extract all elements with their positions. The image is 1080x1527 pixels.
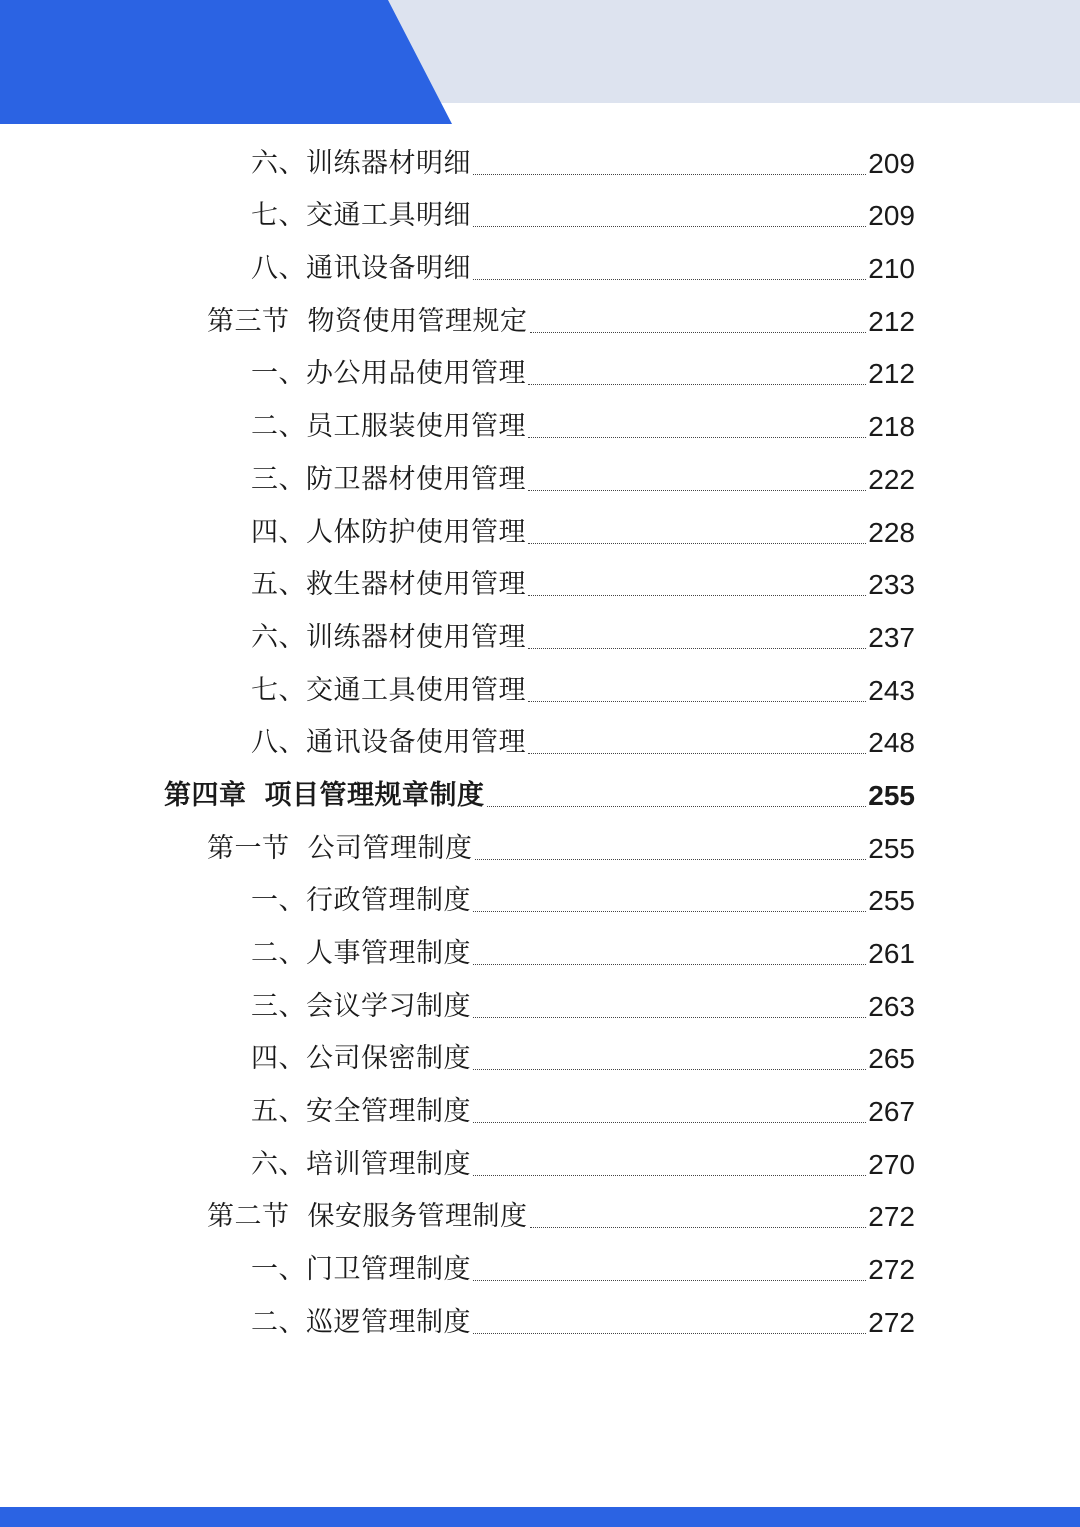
toc-entry-text: 训练器材使用管理 [306,621,526,653]
toc-page-number: 218 [868,411,915,443]
toc-page-number: 272 [868,1201,915,1233]
toc-entry-title [251,937,471,971]
toc-entry-number: 四、 [251,516,306,548]
toc-entry-title [251,357,526,391]
toc-entry-number: 五、 [251,569,306,601]
toc-page-number: 272 [868,1306,915,1338]
toc-entry-number: 三、 [251,463,306,495]
dot-leader [528,383,866,385]
toc-entry-number: 二、 [251,411,306,443]
toc-entry-text: 培训管理制度 [306,1148,471,1180]
toc-page-number: 263 [868,990,915,1022]
toc-entry-title [251,1042,471,1076]
toc-page-number: 248 [868,727,915,759]
toc-entry-number: 四、 [251,1043,306,1075]
toc-entry-number: 六、 [251,147,306,179]
toc-entry-item[interactable] [0,1084,1080,1137]
toc-entry-section[interactable] [0,1190,1080,1243]
toc-entry-number: 七、 [251,674,306,706]
toc-entry-text: 公司保密制度 [306,1043,471,1075]
toc-entry-text: 公司管理制度 [307,832,473,864]
toc-entry-number: 八、 [251,253,306,285]
dot-leader [473,173,866,175]
toc-entry-item[interactable] [0,558,1080,611]
dot-leader [530,1226,867,1228]
toc-entry-text: 交通工具明细 [306,200,471,232]
toc-page-number: 212 [868,305,915,337]
toc-entry-number: 第三节 [207,305,290,337]
toc-entry-title [251,1306,471,1340]
toc-entry-title [251,147,471,181]
toc-entry-number: 六、 [251,1148,306,1180]
dot-leader [530,331,867,333]
toc-entry-title [251,463,526,497]
toc-entry-item[interactable] [0,347,1080,400]
toc-entry-text: 通讯设备明细 [306,253,471,285]
dot-leader [528,542,866,544]
toc-entry-section[interactable] [0,294,1080,347]
toc-entry-item[interactable] [0,241,1080,294]
toc-entry-chapter[interactable] [0,768,1080,821]
toc-entry-number: 三、 [251,990,306,1022]
toc-entry-number: 第四章 [164,779,247,811]
toc-entry-title [207,832,473,866]
footer-band [0,1507,1080,1527]
toc-entry-title [251,410,526,444]
toc-entry-text: 训练器材明细 [306,147,471,179]
toc-entry-text: 门卫管理制度 [306,1254,471,1286]
toc-entry-text: 人体防护使用管理 [306,516,526,548]
toc-entry-text: 行政管理制度 [306,885,471,917]
toc-entry-number: 一、 [251,358,306,390]
toc-page-number: 210 [868,253,915,285]
dot-leader [473,1121,866,1123]
toc-entry-title [164,779,485,813]
toc-entry-item[interactable] [0,716,1080,769]
toc-entry-text: 交通工具使用管理 [306,674,526,706]
dot-leader [528,436,866,438]
toc-entry-text: 会议学习制度 [306,990,471,1022]
toc-entry-title [251,1095,471,1129]
dot-leader [528,752,866,754]
toc-entry-title [251,516,526,550]
dot-leader [473,1279,866,1281]
toc-entry-item[interactable] [0,926,1080,979]
toc-entry-text: 保安服务管理制度 [307,1201,528,1233]
toc-page-number: 233 [868,569,915,601]
dot-leader [475,858,867,860]
toc-entry-item[interactable] [0,1032,1080,1085]
toc-entry-title [251,884,471,918]
dot-leader [473,1068,866,1070]
toc-page-number: 222 [868,463,915,495]
toc-entry-text: 人事管理制度 [306,938,471,969]
toc-page-number: 255 [868,779,915,811]
toc-entry-title [251,1253,471,1287]
toc-entry-number: 一、 [251,1254,306,1286]
toc-page-number: 209 [868,147,915,179]
toc-entry-item[interactable] [0,610,1080,663]
toc-entry-title [251,990,471,1024]
dot-leader [473,225,866,227]
toc-entry-item[interactable] [0,505,1080,558]
dot-leader [473,963,866,965]
toc-entry-text: 安全管理制度 [306,1096,471,1128]
toc-page-number: 237 [868,621,915,653]
toc-page-number: 212 [868,358,915,390]
header-accent-shape [0,0,452,124]
toc-page-number: 255 [868,832,915,864]
toc-entry-item[interactable] [0,1242,1080,1295]
toc-entry-text: 办公用品使用管理 [306,358,526,390]
dot-leader [473,1332,866,1334]
toc-entry-title [251,726,526,760]
toc-entry-title [251,621,526,655]
toc-entry-text: 项目管理规章制度 [264,779,485,811]
toc-entry-title [207,305,528,339]
toc-page-number: 261 [868,938,915,969]
dot-leader [528,489,866,491]
dot-leader [528,594,866,596]
toc-entry-item[interactable] [0,452,1080,505]
dot-leader [473,278,866,280]
toc-entry-number: 第二节 [207,1201,290,1233]
toc-entry-text: 通讯设备使用管理 [306,727,526,759]
dot-leader [528,700,866,702]
toc-page-number: 270 [868,1148,915,1180]
toc-entry-item[interactable] [0,979,1080,1032]
toc-page-number: 255 [868,885,915,917]
toc-entry-text: 巡逻管理制度 [306,1306,471,1338]
toc-page-number: 228 [868,516,915,548]
toc-page-number: 243 [868,674,915,706]
toc-page-number: 265 [868,1043,915,1075]
toc-page-number: 267 [868,1096,915,1128]
dot-leader [528,647,866,649]
toc-entry-title [251,568,526,602]
toc-entry-item[interactable] [0,189,1080,242]
toc-page-number: 272 [868,1254,915,1286]
toc-entry-item[interactable] [0,663,1080,716]
toc-entry-number: 二、 [251,938,306,969]
toc-entry-text: 物资使用管理规定 [307,305,528,337]
toc-entry-number: 二、 [251,1306,306,1338]
toc-entry-number: 六、 [251,621,306,653]
dot-leader [487,805,867,807]
toc-entry-number: 第一节 [207,832,290,864]
toc-entry-item[interactable] [0,136,1080,189]
dot-leader [473,1016,866,1018]
toc-entry-title [207,1200,528,1234]
toc-entry-text: 防卫器材使用管理 [306,463,526,495]
toc-entry-item[interactable] [0,1137,1080,1190]
toc-entry-number: 五、 [251,1096,306,1128]
dot-leader [473,910,866,912]
toc-entry-item[interactable] [0,399,1080,452]
toc-entry-item[interactable] [0,874,1080,927]
toc-entry-section[interactable] [0,821,1080,874]
toc-entry-title [251,252,471,286]
dot-leader [473,1174,866,1176]
toc-entry-number: 八、 [251,727,306,759]
toc-entry-title [251,199,471,233]
toc-entry-number: 七、 [251,200,306,232]
toc-page-number: 209 [868,200,915,232]
toc-entry-title [251,674,526,708]
toc-entry-title [251,1148,471,1182]
table-of-contents [0,136,1080,1348]
toc-entry-text: 员工服装使用管理 [306,411,526,443]
toc-entry-text: 救生器材使用管理 [306,569,526,601]
toc-entry-item[interactable] [0,1295,1080,1348]
toc-entry-number: 一、 [251,885,306,917]
